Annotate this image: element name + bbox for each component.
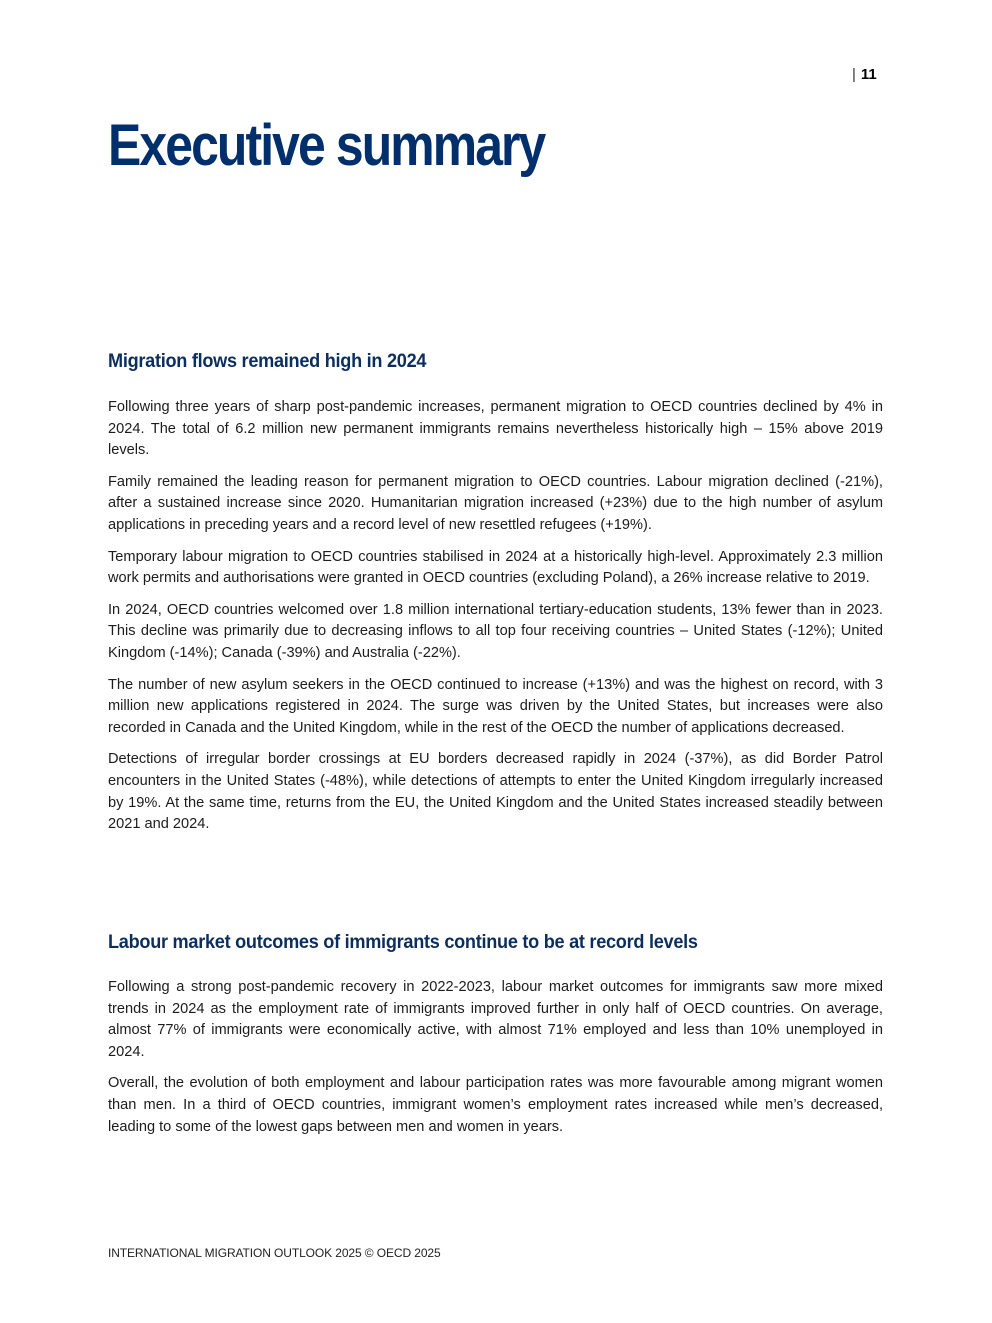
page-number-value: 11	[860, 66, 877, 83]
paragraph: Family remained the leading reason for permanent migration to OECD countries. Labour migration declined (-21%), after a sustained increase since 2020. Humanitarian migration increased (+23%) due to the high number of asylum applications in preceding years and a record level of new resettled refugees (+19%).	[108, 473, 883, 533]
page-title: Executive summary	[108, 113, 545, 178]
paragraph: Overall, the evolution of both employment and labour participation rates was more favourable among migrant women than men. In a third of OECD countries, immigrant women’s employment rates increased while men’s decreased, leading to some of the lowest gaps between men and women in years.	[108, 1075, 883, 1135]
section-migration-flows	[108, 350, 883, 846]
paragraph: Detections of irregular border crossings at EU borders decreased rapidly in 2024 (-37%), as did Border Patrol encounters in the United States (-48%), while detections of attempts to enter the United Kingdom irregularly increased by 19%. At the same time, returns from the EU, the United Kingdom and the United States increased steadily between 2021 and 2024.	[108, 751, 883, 833]
paragraph: In 2024, OECD countries welcomed over 1.8 million international tertiary-education students, 13% fewer than in 2023. This decline was primarily due to decreasing inflows to all top four receiving countries – United States (-12%); United Kingdom (-14%); Canada (-39%) and Australia (-22%).	[108, 601, 883, 661]
section-labour-market	[108, 931, 883, 1148]
paragraph: Following a strong post-pandemic recovery in 2022-2023, labour market outcomes for immigrants saw more mixed trends in 2024 as the employment rate of immigrants improved further in only half of OECD countries. On average, almost 77% of immigrants were economically active, with almost 71% employed and less than 10% unemployed in 2024.	[108, 979, 883, 1060]
paragraph: The number of new asylum seekers in the OECD continued to increase (+13%) and was the highest on record, with 3 million new applications registered in 2024. The surge was driven by the United States, but increases were also recorded in Canada and the United Kingdom, while in the rest of the OECD the number of applications decreased.	[108, 676, 883, 736]
paragraph: Following three years of sharp post-pandemic increases, permanent migration to OECD countries declined by 4% in 2024. The total of 6.2 million new permanent immigrants remains nevertheless historically high – 15% above 2019 levels.	[108, 399, 883, 459]
section-heading: Migration flows remained high in 2024	[108, 350, 427, 372]
page-number-separator: |	[852, 66, 856, 83]
section-heading: Labour market outcomes of immigrants continue to be at record levels	[108, 931, 698, 953]
page-number	[852, 66, 877, 83]
paragraph: Temporary labour migration to OECD countries stabilised in 2024 at a historically high-level. Approximately 2.3 million work permits and authorisations were granted in OECD countries (excluding Poland), a 26% increase relative to 2019.	[108, 548, 883, 587]
page-footer: INTERNATIONAL MIGRATION OUTLOOK 2025 © OECD 2025	[108, 1246, 441, 1260]
